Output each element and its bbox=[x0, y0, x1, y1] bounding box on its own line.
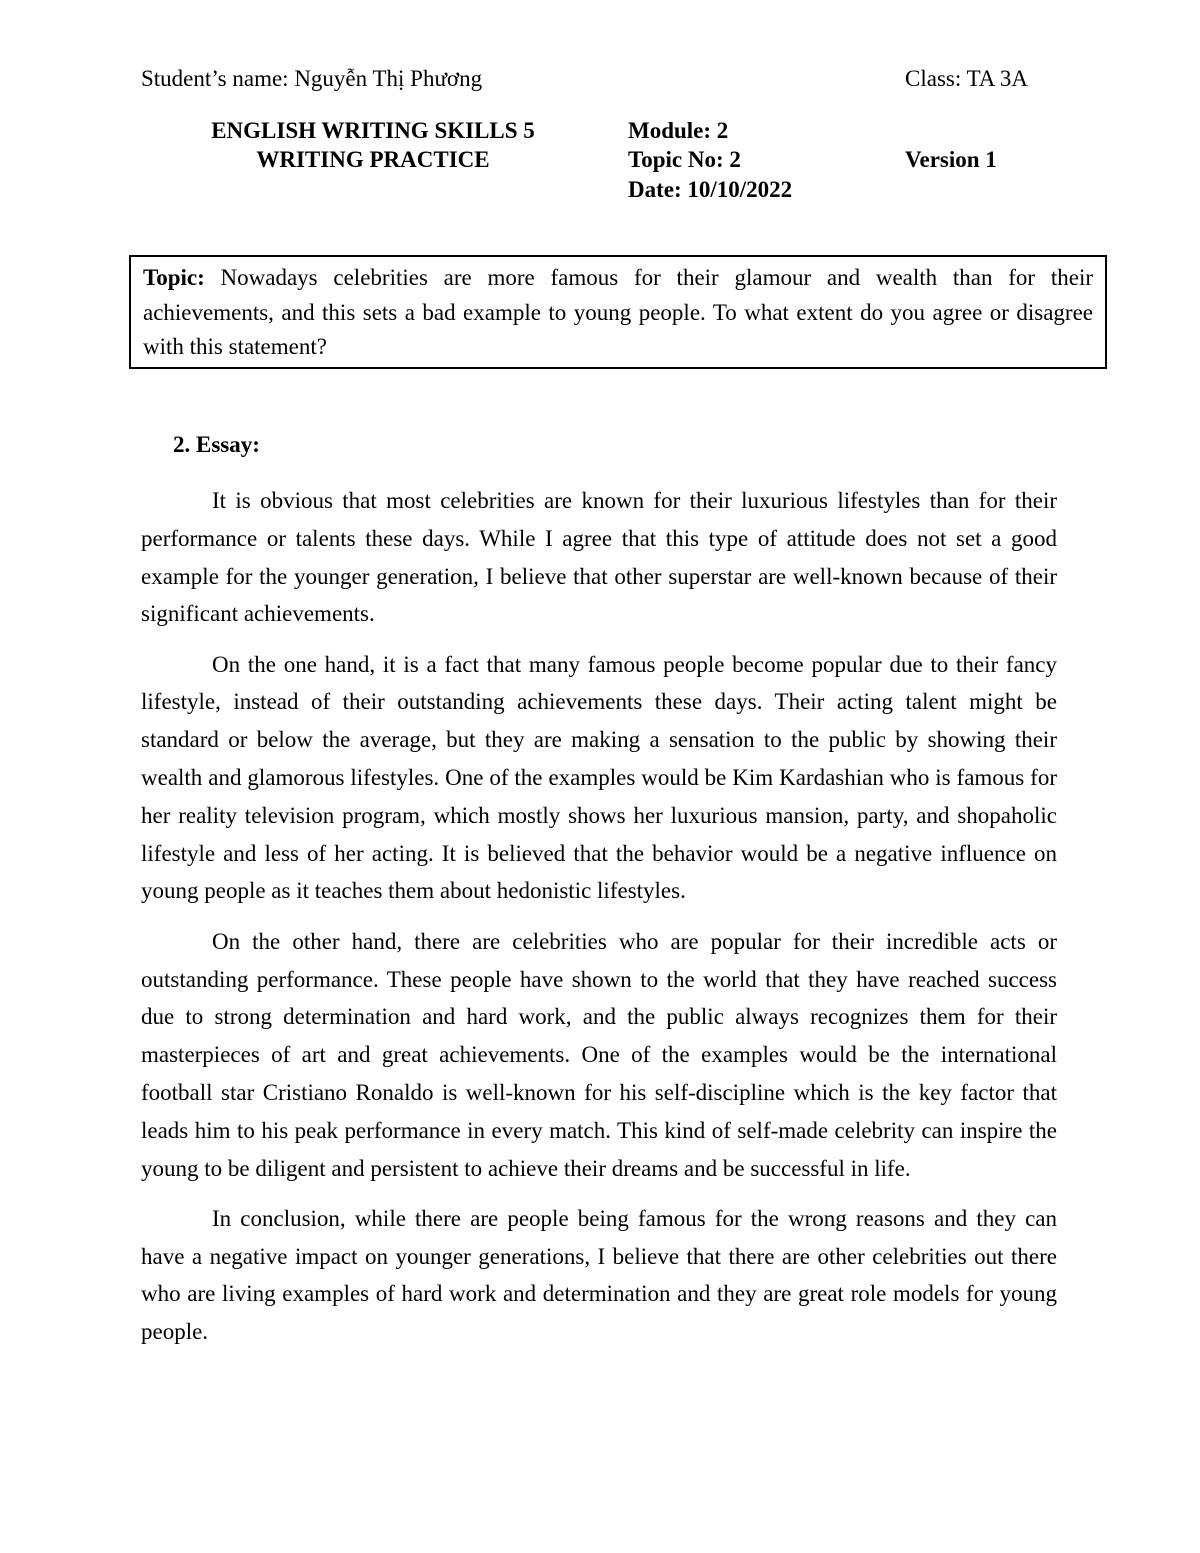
essay-paragraph-body-2: On the other hand, there are celebrities who are popular for their incredible acts or outstanding performance. These people have shown to the world that they have reached success due to strong determination and hard work, and the public always recognizes them for their masterpieces of art and great achievements. One of the examples would be the international football star Cristiano Ronaldo is well-known for his self-discipline which is the key factor that leads him to his peak performance in every match. This kind of self-made celebrity can inspire the young to be diligent and persistent to achieve their dreams and be successful in life. bbox=[141, 928, 1057, 1181]
course-title: ENGLISH WRITING SKILLS 5 bbox=[211, 118, 535, 143]
essay-paragraph-conclusion: In conclusion, while there are people being famous for the wrong reasons and they can have a negative impact on younger generations, I believe that there are other celebrities out there who are living examples of hard work and determination and they are great role models for young people. bbox=[141, 1205, 1057, 1345]
topic-box bbox=[129, 255, 1107, 369]
date-label: Date: 10/10/2022 bbox=[628, 177, 793, 202]
student-name: Student’s name: Nguyễn Thị Phương bbox=[141, 66, 483, 91]
essay-body bbox=[141, 482, 1057, 1364]
class-label: Class: TA 3A bbox=[905, 66, 1028, 91]
topic-label: Topic: bbox=[143, 265, 205, 290]
essay-paragraph-intro: It is obvious that most celebrities are known for their luxurious lifestyles than for their performance or talents these days. While I agree that this type of attitude does not set a good example for the younger generation, I believe that other superstar are well-known because of their significant achievements. bbox=[141, 488, 1057, 627]
essay-paragraph-body-1: On the one hand, it is a fact that many famous people become popular due to their fancy lifestyle, instead of their outstanding achievements these days. Their acting talent might be standard or below the average, but they are making a sensation to the public by showing their wealth and glamorous lifestyles. One of the examples would be Kim Kardashian who is famous for her reality television program, which mostly shows her luxurious mansion, party, and shopaholic lifestyle and less of her acting. It is believed that the behavior would be a negative influence on young people as it teaches them about hedonistic lifestyles. bbox=[141, 651, 1057, 904]
course-subtitle: WRITING PRACTICE bbox=[256, 147, 490, 172]
topic-text: Nowadays celebrities are more famous for their glamour and wealth than for their achievements, and this sets a bad example to young people. To what extent do you agree or disagree with this statement? bbox=[143, 265, 1093, 359]
module-label: Module: 2 bbox=[628, 118, 729, 143]
topic-number: Topic No: 2 bbox=[628, 147, 741, 172]
version-label: Version 1 bbox=[905, 147, 997, 172]
essay-heading: 2. Essay: bbox=[173, 432, 260, 457]
